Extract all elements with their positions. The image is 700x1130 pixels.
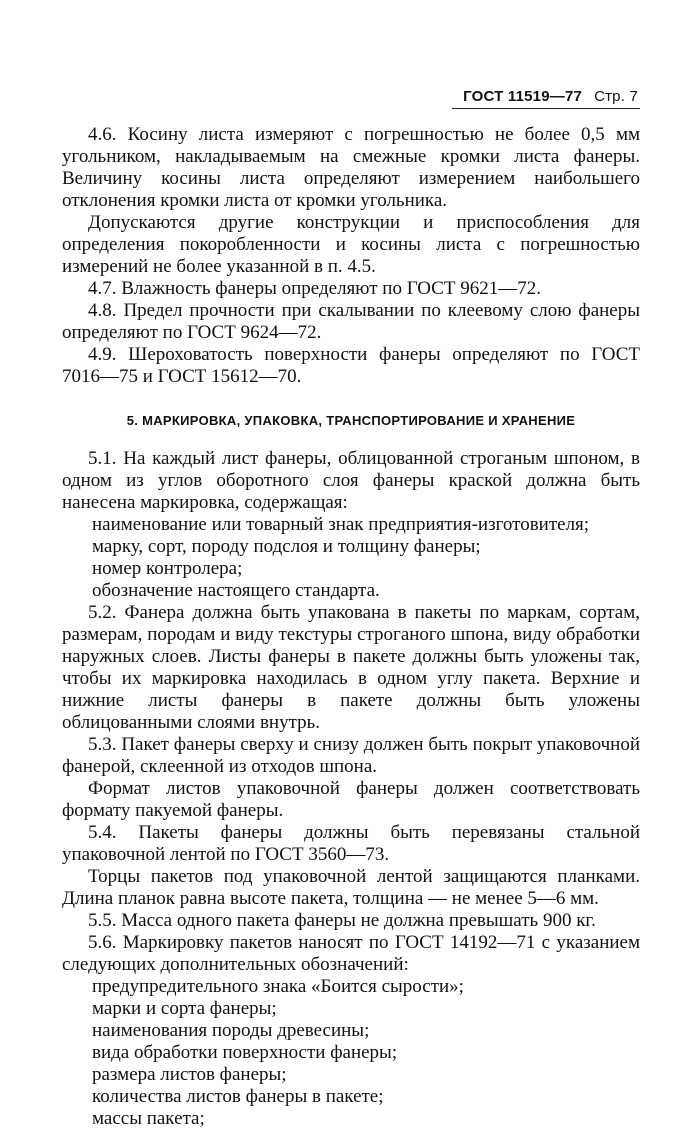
paragraph-4-9: 4.9. Шероховатость поверхности фанеры определяют по ГОСТ 7016—75 и ГОСТ 15612—70. bbox=[62, 344, 640, 387]
paragraph-4-7: 4.7. Влажность фанеры определяют по ГОСТ 9621—72. bbox=[88, 278, 541, 299]
list-item: номер контролера; bbox=[92, 558, 243, 579]
paragraph-5-4-ends: Торцы пакетов под упаковочной лентой защищаются планками. Длина планок равна высоте пакета, толщина — не менее 5—6 мм. bbox=[62, 866, 640, 909]
list-item: предупредительного знака «Боится сырости»; bbox=[92, 976, 464, 997]
main-text bbox=[62, 124, 640, 1130]
paragraph-4-6-note: Допускаются другие конструкции и приспособления для определения покоробленности и косины листа с погрешностью измерений не более указанной в п. 4.5. bbox=[62, 212, 640, 277]
paragraph-5-2: 5.2. Фанера должна быть упакована в пакеты по маркам, сортам, размерам, породам и виду текстуры строганого шпона, виду обработки наружных слоев. Листы фанеры в пакете должны быть уложены так, чтобы их маркировка находилась в одном углу пакета. Верхние и нижние листы фанеры в пакете должны быть уложены облицованными слоями внутрь. bbox=[62, 602, 640, 733]
list-item: обозначение настоящего стандарта. bbox=[92, 580, 380, 601]
paragraph-5-6: 5.6. Маркировку пакетов наносят по ГОСТ 14192—71 с указанием следующих дополнительных обозначений: bbox=[62, 932, 640, 975]
page-header bbox=[463, 86, 638, 108]
list-item: количества листов фанеры в пакете; bbox=[92, 1086, 384, 1107]
paragraph-5-4: 5.4. Пакеты фанеры должны быть перевязаны стальной упаковочной лентой по ГОСТ 3560—73. bbox=[62, 822, 640, 865]
paragraph-5-3-format: Формат листов упаковочной фанеры должен соответствовать формату пакуемой фанеры. bbox=[62, 778, 640, 821]
list-item: вида обработки поверхности фанеры; bbox=[92, 1042, 398, 1063]
paragraph-4-6: 4.6. Косину листа измеряют с погрешностью не более 0,5 мм угольником, накладываемым на смежные кромки листа фанеры. Величину косины листа определяют измерением наибольшего отклонения кромки листа от кромки угольника. bbox=[62, 124, 640, 211]
list-item: марки и сорта фанеры; bbox=[92, 998, 277, 1019]
list-item: наименование или товарный знак предприятия-изготовителя; bbox=[92, 514, 590, 535]
list-item: массы пакета; bbox=[92, 1108, 205, 1129]
page-number: Стр. 7 bbox=[594, 88, 638, 105]
list-item: размера листов фанеры; bbox=[92, 1064, 287, 1085]
section-title: 5. МАРКИРОВКА, УПАКОВКА, ТРАНСПОРТИРОВАНИЕ И ХРАНЕНИЕ bbox=[126, 413, 576, 428]
list-item: марку, сорт, породу подслоя и толщину фанеры; bbox=[92, 536, 481, 557]
paragraph-5-1: 5.1. На каждый лист фанеры, облицованной строганым шпоном, в одном из углов оборотного слоя фанеры краской должна быть нанесена маркировка, содержащая: bbox=[62, 448, 640, 513]
standard-code: ГОСТ 11519—77 bbox=[463, 88, 583, 105]
paragraph-5-3: 5.3. Пакет фанеры сверху и снизу должен быть покрыт упаковочной фанерой, склеенной из отходов шпона. bbox=[62, 734, 640, 777]
paragraph-4-8: 4.8. Предел прочности при скалывании по клеевому слою фанеры определяют по ГОСТ 9624—72. bbox=[62, 300, 640, 343]
paragraph-5-5: 5.5. Масса одного пакета фанеры не должна превышать 900 кг. bbox=[88, 910, 596, 931]
list-item: наименования породы древесины; bbox=[92, 1020, 370, 1041]
header-rule bbox=[452, 108, 640, 109]
